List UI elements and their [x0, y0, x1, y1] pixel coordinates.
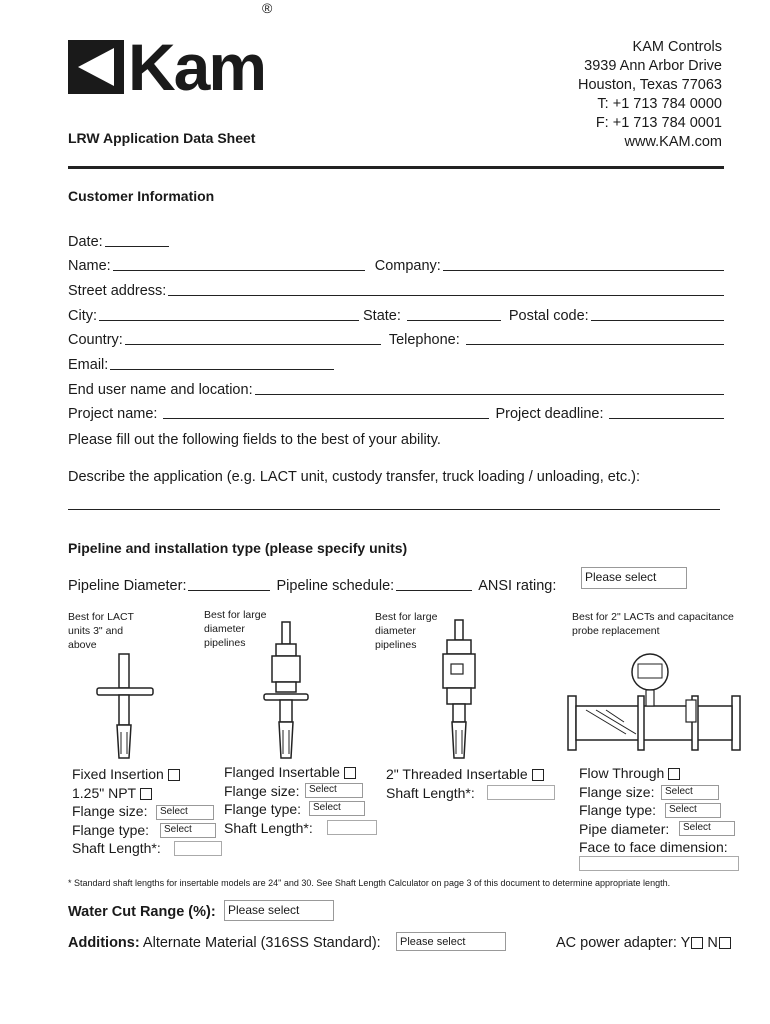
company-address	[578, 38, 722, 152]
opt2-flange-size-select[interactable]: Select	[305, 783, 363, 798]
address-line: 3939 Ann Arbor Drive	[584, 58, 722, 74]
flow-through-checkbox[interactable]	[668, 768, 680, 780]
water-cut-label: Water Cut Range (%):	[68, 904, 216, 920]
logo-wordmark: Kam	[128, 30, 266, 104]
describe-field[interactable]	[68, 509, 720, 510]
opt1-shaft-length-input[interactable]	[174, 841, 222, 856]
threaded-insertable-label: 2" Threaded Insertable	[386, 766, 528, 782]
country-field[interactable]	[125, 330, 381, 345]
additions-row	[68, 935, 381, 951]
opt4-face-to-face-input[interactable]	[579, 856, 739, 871]
address-line: F: +1 713 784 0001	[595, 115, 722, 131]
telephone-field[interactable]	[466, 330, 724, 345]
company-logo	[68, 30, 266, 104]
city-row	[68, 304, 724, 324]
fixed-insertion-probe-icon	[95, 650, 155, 762]
threaded-insertable-probe-icon	[437, 618, 481, 762]
opt4-flange-type-select[interactable]: Select	[665, 803, 721, 818]
instruction-text: Please fill out the following fields to the best of your ability.	[68, 432, 441, 448]
opt4-pipe-diameter-select[interactable]: Select	[679, 821, 735, 836]
company-label: Company:	[374, 258, 441, 274]
customer-section-title: Customer Information	[68, 188, 215, 204]
diameter-field[interactable]	[188, 576, 270, 591]
header-divider	[68, 166, 724, 169]
sheet-title: LRW Application Data Sheet	[68, 130, 256, 146]
npt-checkbox[interactable]	[140, 788, 152, 800]
project-name-label: Project name:	[68, 406, 158, 422]
schedule-label: Pipeline schedule:	[276, 578, 395, 594]
postal-field[interactable]	[591, 306, 724, 321]
country-row	[68, 328, 724, 348]
state-label: State:	[363, 308, 401, 324]
opt1-flange-type-select[interactable]: Select	[160, 823, 216, 838]
schedule-field[interactable]	[396, 576, 472, 591]
website-link[interactable]: www.KAM.com	[624, 134, 722, 150]
opt2-shaft-length-input[interactable]	[327, 820, 377, 835]
opt3-shaft-length-label: Shaft Length*:	[386, 784, 475, 801]
street-field[interactable]	[168, 281, 724, 296]
ac-adapter-label: AC power adapter: Y	[556, 935, 691, 951]
address-line: T: +1 713 784 0000	[597, 96, 722, 112]
street-label: Street address:	[68, 283, 167, 299]
date-label: Date:	[68, 234, 103, 250]
flanged-insertable-label: Flanged Insertable	[224, 764, 340, 780]
country-label: Country:	[68, 332, 123, 348]
caption-fixed: Best for LACT units 3" and above	[68, 611, 134, 651]
opt1-flange-type-label: Flange type:	[72, 821, 150, 838]
opt1-shaft-length-label: Shaft Length*:	[72, 840, 161, 856]
opt3-shaft-length-input[interactable]	[487, 785, 555, 800]
diameter-label: Pipeline Diameter:	[68, 578, 187, 594]
describe-text: Describe the application (e.g. LACT unit, custody transfer, truck loading / unloading, etc.):	[68, 469, 640, 485]
ansi-label: ANSI rating:	[478, 578, 557, 594]
pipeline-section-title: Pipeline and installation type (please specify units)	[68, 540, 408, 556]
project-deadline-field[interactable]	[609, 404, 724, 419]
threaded-insertable-checkbox[interactable]	[532, 769, 544, 781]
fixed-insertion-label: Fixed Insertion	[72, 766, 164, 782]
opt1-flange-size-label: Flange size:	[72, 803, 148, 819]
ac-adapter-no-label: N	[707, 935, 718, 951]
postal-label: Postal code:	[508, 308, 589, 324]
opt4-pipe-diameter-label: Pipe diameter:	[579, 820, 670, 837]
opt2-flange-type-select[interactable]: Select	[309, 801, 365, 816]
additions-label: Additions:	[68, 935, 140, 951]
opt1-flange-size-select[interactable]: Select	[156, 805, 214, 820]
caption-flow-through: Best for 2" LACTs and capacitance probe replacement	[572, 611, 734, 637]
address-line: KAM Controls	[632, 39, 722, 55]
opt2-shaft-length-label: Shaft Length*:	[224, 819, 313, 836]
ac-adapter-row	[556, 935, 731, 951]
project-row	[68, 402, 724, 422]
caption-threaded: Best for large diameter pipelines	[375, 611, 438, 651]
company-field[interactable]	[443, 256, 724, 271]
opt4-face-to-face-label: Face to face dimension:	[579, 839, 728, 855]
project-name-field[interactable]	[163, 404, 489, 419]
flanged-insertable-probe-icon	[262, 620, 312, 762]
name-label: Name:	[68, 258, 111, 274]
name-field[interactable]	[113, 256, 365, 271]
end-user-field[interactable]	[255, 380, 724, 395]
caption-flanged: Best for large diameter pipelines	[204, 609, 267, 649]
date-field[interactable]	[105, 232, 169, 247]
flow-through-label: Flow Through	[579, 765, 665, 781]
opt4-flange-size-label: Flange size:	[579, 783, 655, 800]
project-deadline-label: Project deadline:	[495, 406, 604, 422]
opt2-flange-size-label: Flange size:	[224, 782, 300, 799]
kam-logo-icon	[68, 40, 124, 94]
alt-material-label: Alternate Material (316SS Standard):	[142, 935, 381, 951]
street-row	[68, 279, 724, 299]
city-label: City:	[68, 308, 97, 324]
alt-material-select[interactable]: Please select	[396, 932, 506, 951]
water-cut-select[interactable]: Please select	[224, 900, 334, 921]
shaft-length-footnote: * Standard shaft lengths for insertable models are 24" and 30. See Shaft Length Calculator on page 3 of this document to determine appropriate length.	[68, 878, 671, 888]
address-line: Houston, Texas 77063	[577, 77, 722, 93]
opt4-flange-size-select[interactable]: Select	[661, 785, 719, 800]
flanged-insertable-checkbox[interactable]	[344, 767, 356, 779]
telephone-label: Telephone:	[388, 332, 460, 348]
date-row	[68, 230, 724, 250]
email-label: Email:	[68, 357, 109, 373]
name-row	[68, 254, 724, 274]
end-user-label: End user name and location:	[68, 382, 253, 398]
city-field[interactable]	[99, 306, 359, 321]
registered-mark: ®	[262, 0, 273, 16]
email-row	[68, 353, 724, 373]
flow-through-meter-icon	[566, 648, 742, 758]
fixed-insertion-checkbox[interactable]	[168, 769, 180, 781]
email-field[interactable]	[110, 355, 334, 370]
opt4-flange-type-label: Flange type:	[579, 802, 657, 818]
state-field[interactable]	[407, 306, 501, 321]
end-user-row	[68, 378, 724, 398]
ac-adapter-no-checkbox[interactable]	[719, 937, 731, 949]
opt2-flange-type-label: Flange type:	[224, 801, 302, 817]
npt-label: 1.25" NPT	[72, 784, 137, 801]
ansi-rating-select[interactable]: Please select	[581, 567, 687, 589]
ac-adapter-yes-checkbox[interactable]	[691, 937, 703, 949]
